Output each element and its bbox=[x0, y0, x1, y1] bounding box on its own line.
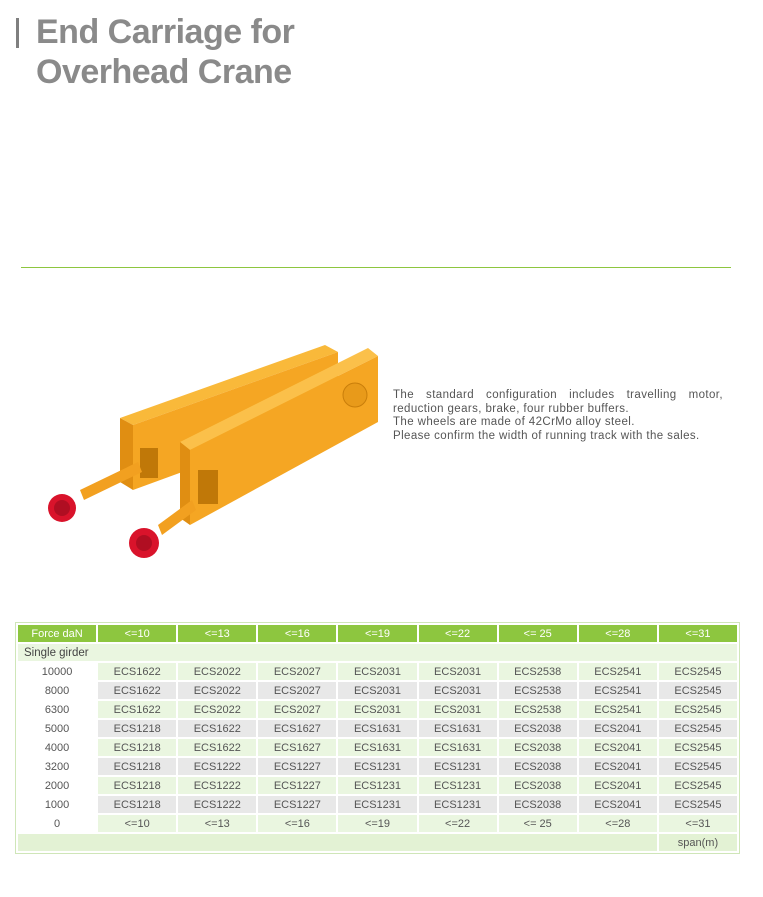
model-cell: ECS1622 bbox=[178, 720, 256, 737]
header-span: <=31 bbox=[659, 625, 737, 642]
footer-span: <=10 bbox=[98, 815, 176, 832]
model-cell: ECS1622 bbox=[98, 701, 176, 718]
force-cell: 6300 bbox=[18, 701, 96, 718]
model-cell: ECS1231 bbox=[419, 758, 497, 775]
header-span: <=22 bbox=[419, 625, 497, 642]
model-cell: ECS1231 bbox=[338, 796, 416, 813]
model-cell: ECS2027 bbox=[258, 682, 336, 699]
model-cell: ECS1622 bbox=[98, 663, 176, 680]
model-cell: ECS2545 bbox=[659, 701, 737, 718]
table-row bbox=[18, 777, 737, 794]
force-cell: 1000 bbox=[18, 796, 96, 813]
table-row bbox=[18, 701, 737, 718]
model-cell: ECS2038 bbox=[499, 720, 577, 737]
model-cell: ECS2022 bbox=[178, 701, 256, 718]
model-cell: ECS1622 bbox=[178, 739, 256, 756]
model-cell: ECS2041 bbox=[579, 720, 657, 737]
model-cell: ECS2538 bbox=[499, 663, 577, 680]
description-line: The standard configuration includes travelling motor, reduction gears, brake, four rubber buffers. bbox=[393, 389, 723, 415]
title-line-1: End Carriage for bbox=[36, 13, 295, 51]
model-cell: ECS1231 bbox=[419, 777, 497, 794]
model-cell: ECS2031 bbox=[338, 682, 416, 699]
model-cell: ECS1627 bbox=[258, 739, 336, 756]
spec-table-container bbox=[15, 622, 740, 854]
force-cell: 5000 bbox=[18, 720, 96, 737]
header-span: <=10 bbox=[98, 625, 176, 642]
model-cell: ECS2041 bbox=[579, 739, 657, 756]
product-description bbox=[393, 389, 723, 443]
model-cell: ECS2031 bbox=[419, 701, 497, 718]
model-cell: ECS1627 bbox=[258, 720, 336, 737]
table-row bbox=[18, 796, 737, 813]
model-cell: ECS2545 bbox=[659, 720, 737, 737]
table-header-row bbox=[18, 625, 737, 642]
model-cell: ECS2038 bbox=[499, 758, 577, 775]
model-cell: ECS1631 bbox=[419, 739, 497, 756]
model-cell: ECS2545 bbox=[659, 739, 737, 756]
model-cell: ECS1231 bbox=[419, 796, 497, 813]
model-cell: ECS1227 bbox=[258, 796, 336, 813]
header-span: <=19 bbox=[338, 625, 416, 642]
footer-span: <=28 bbox=[579, 815, 657, 832]
model-cell: ECS2041 bbox=[579, 777, 657, 794]
table-footer-row bbox=[18, 815, 737, 832]
description-line: The wheels are made of 42CrMo alloy steel. bbox=[393, 416, 635, 428]
force-cell: 10000 bbox=[18, 663, 96, 680]
model-cell: ECS2545 bbox=[659, 758, 737, 775]
model-cell: ECS1218 bbox=[98, 739, 176, 756]
force-cell: 3200 bbox=[18, 758, 96, 775]
model-cell: ECS2538 bbox=[499, 701, 577, 718]
title-accent-bar bbox=[16, 18, 19, 48]
header-span: <= 25 bbox=[499, 625, 577, 642]
model-cell: ECS2545 bbox=[659, 796, 737, 813]
end-carriage-image bbox=[40, 330, 390, 570]
model-cell: ECS2038 bbox=[499, 739, 577, 756]
description-line: Please confirm the width of running track with the sales. bbox=[393, 429, 700, 442]
model-cell: ECS2027 bbox=[258, 663, 336, 680]
force-cell: 8000 bbox=[18, 682, 96, 699]
model-cell: ECS2022 bbox=[178, 663, 256, 680]
span-unit-row bbox=[18, 834, 737, 851]
model-cell: ECS2041 bbox=[579, 758, 657, 775]
model-cell: ECS1631 bbox=[338, 720, 416, 737]
title-line-2: Overhead Crane bbox=[36, 53, 292, 91]
model-cell: ECS1222 bbox=[178, 777, 256, 794]
table-row bbox=[18, 720, 737, 737]
span-unit-label: span(m) bbox=[659, 834, 737, 851]
header-span: <=13 bbox=[178, 625, 256, 642]
model-cell: ECS1231 bbox=[338, 758, 416, 775]
footer-zero: 0 bbox=[18, 815, 96, 832]
model-cell: ECS1218 bbox=[98, 758, 176, 775]
spec-table bbox=[15, 622, 740, 854]
table-row bbox=[18, 739, 737, 756]
model-cell: ECS2038 bbox=[499, 777, 577, 794]
force-cell: 2000 bbox=[18, 777, 96, 794]
header-span: <=16 bbox=[258, 625, 336, 642]
model-cell: ECS2545 bbox=[659, 663, 737, 680]
model-cell: ECS1218 bbox=[98, 720, 176, 737]
model-cell: ECS1218 bbox=[98, 796, 176, 813]
model-cell: ECS2041 bbox=[579, 796, 657, 813]
model-cell: ECS2031 bbox=[419, 682, 497, 699]
model-cell: ECS2541 bbox=[579, 663, 657, 680]
model-cell: ECS2545 bbox=[659, 777, 737, 794]
model-cell: ECS2545 bbox=[659, 682, 737, 699]
table-row bbox=[18, 682, 737, 699]
footer-span: <= 25 bbox=[499, 815, 577, 832]
section-divider bbox=[21, 267, 731, 268]
footer-span: <=22 bbox=[419, 815, 497, 832]
model-cell: ECS2541 bbox=[579, 701, 657, 718]
footer-span: <=31 bbox=[659, 815, 737, 832]
page-title bbox=[36, 12, 294, 92]
header-force: Force daN bbox=[18, 625, 96, 642]
model-cell: ECS1227 bbox=[258, 777, 336, 794]
footer-span: <=16 bbox=[258, 815, 336, 832]
model-cell: ECS1622 bbox=[98, 682, 176, 699]
table-caption: Single girder bbox=[18, 644, 737, 661]
model-cell: ECS2027 bbox=[258, 701, 336, 718]
model-cell: ECS2031 bbox=[338, 663, 416, 680]
model-cell: ECS2538 bbox=[499, 682, 577, 699]
table-row bbox=[18, 663, 737, 680]
force-cell: 4000 bbox=[18, 739, 96, 756]
model-cell: ECS2541 bbox=[579, 682, 657, 699]
model-cell: ECS2031 bbox=[338, 701, 416, 718]
model-cell: ECS1218 bbox=[98, 777, 176, 794]
header-span: <=28 bbox=[579, 625, 657, 642]
model-cell: ECS1222 bbox=[178, 796, 256, 813]
model-cell: ECS1227 bbox=[258, 758, 336, 775]
footer-span: <=13 bbox=[178, 815, 256, 832]
model-cell: ECS2022 bbox=[178, 682, 256, 699]
table-row bbox=[18, 758, 737, 775]
footer-span: <=19 bbox=[338, 815, 416, 832]
model-cell: ECS2038 bbox=[499, 796, 577, 813]
model-cell: ECS2031 bbox=[419, 663, 497, 680]
model-cell: ECS1222 bbox=[178, 758, 256, 775]
model-cell: ECS1631 bbox=[419, 720, 497, 737]
model-cell: ECS1231 bbox=[338, 777, 416, 794]
model-cell: ECS1631 bbox=[338, 739, 416, 756]
